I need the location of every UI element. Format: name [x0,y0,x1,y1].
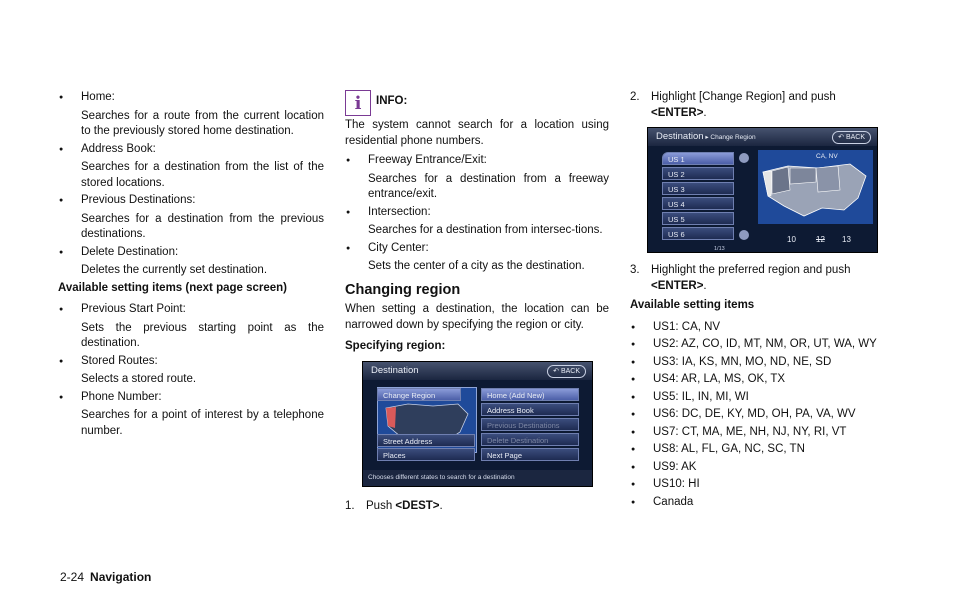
previous-destinations-button: Previous Destinations [481,418,579,431]
info-icon: i [345,90,371,116]
back-button: ↶ BACK [832,131,871,144]
map-num-13: 13 [842,235,851,244]
bullet-item: ● Stored Routes: Selects a stored route. [58,354,324,388]
section-heading: Changing region [345,281,461,298]
bullet-item: ● Home: Searches for a route from the current location to the previously stored home destination. [58,90,324,140]
map-num-10: 10 [787,235,796,244]
page-indicator: 1/13 [714,246,725,252]
region-item: ● US7: CT, MA, ME, NH, NJ, NY, RI, VT [630,425,894,441]
region-us4: US 4 [662,197,734,210]
region-us1: US 1 [662,152,734,165]
bullet-item: ● Previous Start Point: Sets the previous starting point as the destination. [58,302,324,352]
home-button: Home (Add New) [481,388,579,401]
region-item: ● US4: AR, LA, MS, OK, TX [630,372,894,388]
region-us3: US 3 [662,182,734,195]
bullet-item: ● Address Book: Searches for a destination from the list of the stored locations. [58,142,324,192]
page-footer [60,570,151,584]
section-text: When setting a destination, the location can be narrowed down by specifying the region or city. [345,303,609,331]
back-button: ↶ BACK [547,365,586,378]
map-num-12: 12 [816,235,825,244]
page-number: 2-24 [60,570,85,584]
subheading: Specifying region: [345,340,446,352]
step-3: 3. Highlight the preferred region and push <ENTER>. [630,264,851,292]
places-button: Places [377,448,475,461]
step-2: 2. Highlight [Change Region] and push <ENTER>. [630,91,836,119]
delete-destination-button: Delete Destination [481,433,579,446]
bullet-item: ● Phone Number: Searches for a point of interest by a telephone number. [58,390,324,440]
info-text: The system cannot search for a location using residential phone numbers. [345,119,609,147]
column-3 [630,90,894,512]
bullet-item: ● Delete Destination: Deletes the currently set destination. [58,245,324,279]
region-us5: US 5 [662,212,734,225]
region-item: ● US1: CA, NV [630,320,894,336]
bullet-item: ● Previous Destinations: Searches for a destination from the previous destinations. [58,193,324,243]
change-region-screen-image [647,127,878,253]
subheading: Available setting items (next page screen) [58,281,288,294]
next-page-button: Next Page [481,448,579,461]
region-us6: US 6 [662,227,734,240]
street-address-button: Street Address [377,434,475,447]
subheading: Available setting items [630,299,755,311]
screen-title: Destination ▸ Change Region [648,128,877,146]
scroll-down-icon [739,230,749,240]
step-1: 1. Push <DEST>. [345,499,443,512]
section-name: Navigation [90,570,152,584]
region-item: ● US3: IA, KS, MN, MO, ND, NE, SD [630,355,894,371]
info-label: INFO: [376,95,408,107]
map-region-label: CA, NV [816,153,838,160]
region-item: ● Canada [630,495,894,511]
bullet-item: ● Intersection: Searches for a destination from intersec-tions. [345,205,609,239]
region-item: ● US6: DC, DE, KY, MD, OH, PA, VA, WV [630,407,894,423]
region-item: ● US2: AZ, CO, ID, MT, NM, OR, UT, WA, WY [630,337,894,353]
screen-title: Destination [363,362,592,380]
bullet-item: ● Freeway Entrance/Exit: Searches for a destination from a freeway entrance/exit. [345,153,609,203]
address-book-button: Address Book [481,403,579,416]
region-us2: US 2 [662,167,734,180]
column-2 [345,90,609,518]
region-item: ● US8: AL, FL, GA, NC, SC, TN [630,442,894,458]
region-item: ● US9: AK [630,460,894,476]
bullet-item: ● City Center: Sets the center of a city as the destination. [345,241,609,275]
column-1 [58,90,324,441]
change-region-button: Change Region [377,388,461,401]
screen-footer: Chooses different states to search for a destination [363,470,592,486]
destination-screen-image [362,361,593,487]
region-item: ● US10: HI [630,477,894,493]
scroll-up-icon [739,153,749,163]
region-item: ● US5: IL, IN, MI, WI [630,390,894,406]
info-header [345,90,609,116]
